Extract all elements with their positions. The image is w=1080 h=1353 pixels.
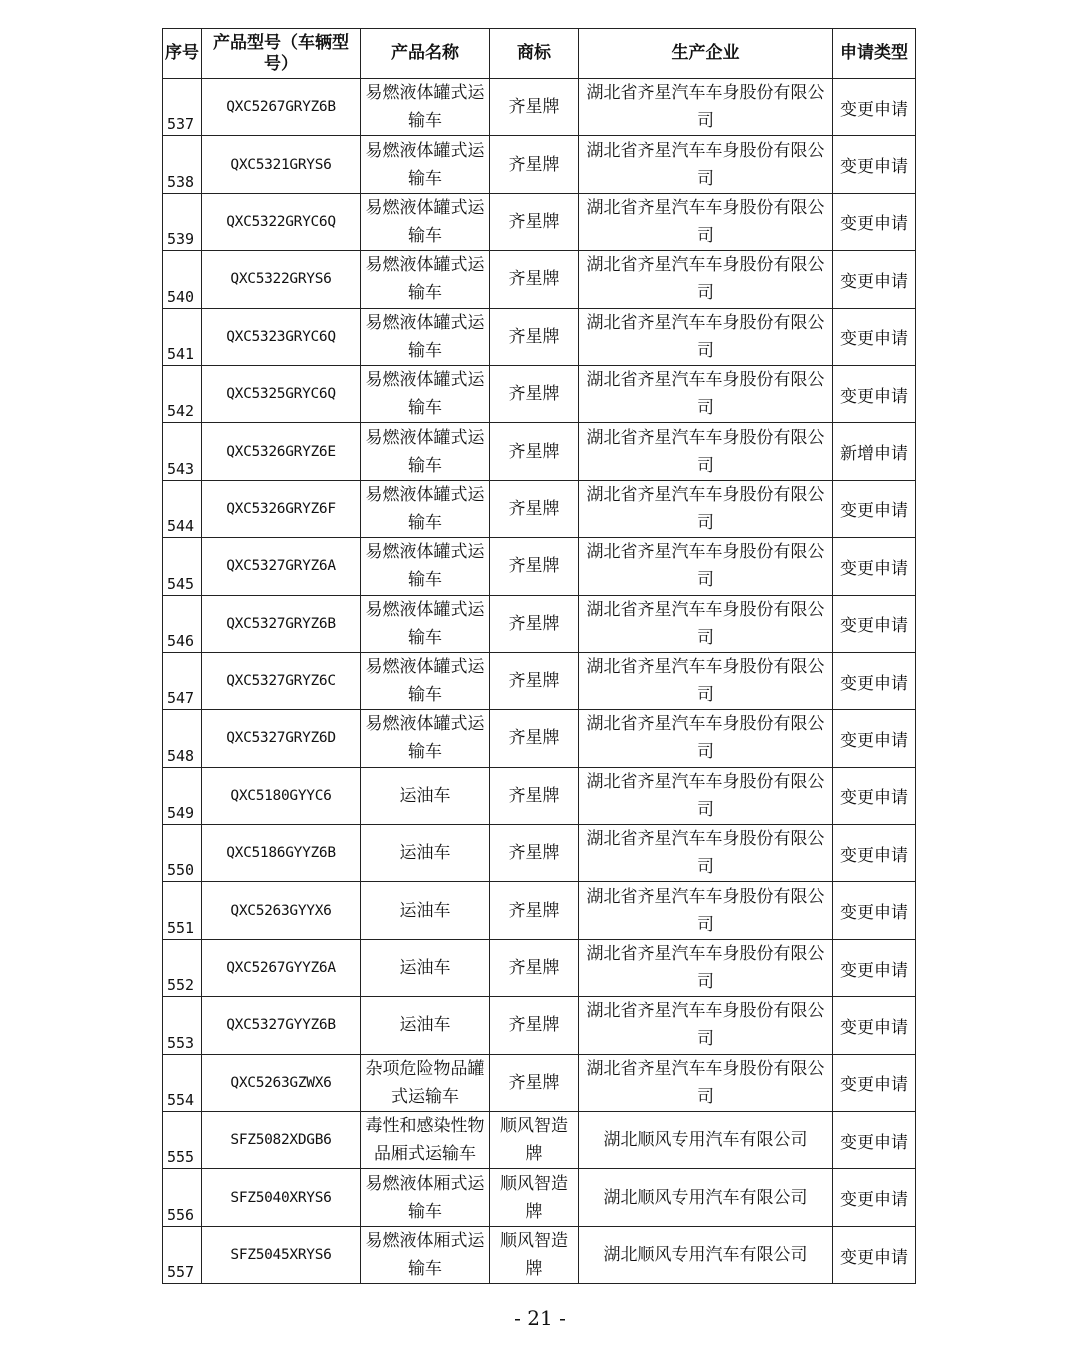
- cell-application-type: 变更申请: [833, 365, 916, 422]
- cell-model: QXC5322GRYC6Q: [202, 193, 361, 250]
- cell-manufacturer: 湖北省齐星汽车车身股份有限公司: [579, 652, 833, 709]
- cell-model: QXC5263GZWX6: [202, 1054, 361, 1111]
- cell-brand: 齐星牌: [490, 538, 579, 595]
- cell-model: QXC5267GRYZ6B: [202, 79, 361, 136]
- header-seq: 序号: [163, 29, 202, 79]
- cell-manufacturer: 湖北省齐星汽车车身股份有限公司: [579, 480, 833, 537]
- table-row: [163, 79, 916, 136]
- cell-seq: 556: [163, 1169, 202, 1226]
- cell-product-name: 易燃液体厢式运输车: [361, 1226, 490, 1283]
- cell-model: QXC5186GYYZ6B: [202, 825, 361, 882]
- cell-brand: 齐星牌: [490, 882, 579, 939]
- cell-model: QXC5263GYYX6: [202, 882, 361, 939]
- cell-model: SFZ5082XDGB6: [202, 1112, 361, 1169]
- cell-model: QXC5327GRYZ6D: [202, 710, 361, 767]
- table-row: [163, 308, 916, 365]
- cell-seq: 557: [163, 1226, 202, 1283]
- cell-manufacturer: 湖北省齐星汽车车身股份有限公司: [579, 79, 833, 136]
- cell-manufacturer: 湖北省齐星汽车车身股份有限公司: [579, 939, 833, 996]
- cell-application-type: 变更申请: [833, 652, 916, 709]
- table-row: [163, 939, 916, 996]
- cell-brand: 顺风智造牌: [490, 1169, 579, 1226]
- table-row: [163, 365, 916, 422]
- cell-model: QXC5327GRYZ6B: [202, 595, 361, 652]
- cell-seq: 553: [163, 997, 202, 1054]
- cell-seq: 541: [163, 308, 202, 365]
- cell-product-name: 易燃液体罐式运输车: [361, 710, 490, 767]
- cell-model: SFZ5040XRYS6: [202, 1169, 361, 1226]
- cell-manufacturer: 湖北省齐星汽车车身股份有限公司: [579, 136, 833, 193]
- cell-seq: 540: [163, 251, 202, 308]
- cell-brand: 齐星牌: [490, 939, 579, 996]
- table-row: [163, 538, 916, 595]
- table-row: [163, 136, 916, 193]
- cell-model: QXC5327GRYZ6A: [202, 538, 361, 595]
- cell-manufacturer: 湖北省齐星汽车车身股份有限公司: [579, 308, 833, 365]
- cell-product-name: 易燃液体罐式运输车: [361, 365, 490, 422]
- cell-application-type: 变更申请: [833, 939, 916, 996]
- cell-product-name: 易燃液体罐式运输车: [361, 193, 490, 250]
- table-row: [163, 825, 916, 882]
- cell-seq: 539: [163, 193, 202, 250]
- header-type: 申请类型: [833, 29, 916, 79]
- table-row: [163, 251, 916, 308]
- cell-seq: 545: [163, 538, 202, 595]
- cell-application-type: 变更申请: [833, 882, 916, 939]
- cell-manufacturer: 湖北省齐星汽车车身股份有限公司: [579, 365, 833, 422]
- cell-model: QXC5325GRYC6Q: [202, 365, 361, 422]
- header-maker: 生产企业: [579, 29, 833, 79]
- cell-seq: 538: [163, 136, 202, 193]
- cell-application-type: 变更申请: [833, 193, 916, 250]
- vehicle-application-table: [162, 28, 916, 1284]
- cell-product-name: 易燃液体罐式运输车: [361, 480, 490, 537]
- cell-brand: 齐星牌: [490, 997, 579, 1054]
- cell-application-type: 变更申请: [833, 1054, 916, 1111]
- table-row: [163, 480, 916, 537]
- cell-application-type: 变更申请: [833, 595, 916, 652]
- cell-product-name: 易燃液体罐式运输车: [361, 308, 490, 365]
- table-row: [163, 882, 916, 939]
- cell-seq: 554: [163, 1054, 202, 1111]
- cell-model: SFZ5045XRYS6: [202, 1226, 361, 1283]
- cell-product-name: 运油车: [361, 997, 490, 1054]
- table-row: [163, 1169, 916, 1226]
- table-header-row: [163, 29, 916, 79]
- cell-application-type: 变更申请: [833, 767, 916, 824]
- cell-product-name: 易燃液体罐式运输车: [361, 79, 490, 136]
- cell-product-name: 易燃液体罐式运输车: [361, 652, 490, 709]
- cell-manufacturer: 湖北省齐星汽车车身股份有限公司: [579, 1054, 833, 1111]
- cell-manufacturer: 湖北省齐星汽车车身股份有限公司: [579, 538, 833, 595]
- cell-seq: 537: [163, 79, 202, 136]
- table-row: [163, 193, 916, 250]
- header-model: 产品型号（车辆型号）: [202, 29, 361, 79]
- cell-manufacturer: 湖北顺风专用汽车有限公司: [579, 1112, 833, 1169]
- cell-application-type: 变更申请: [833, 538, 916, 595]
- cell-brand: 齐星牌: [490, 595, 579, 652]
- cell-seq: 552: [163, 939, 202, 996]
- cell-seq: 543: [163, 423, 202, 480]
- cell-brand: 齐星牌: [490, 652, 579, 709]
- cell-application-type: 变更申请: [833, 1226, 916, 1283]
- cell-application-type: 变更申请: [833, 710, 916, 767]
- cell-product-name: 易燃液体罐式运输车: [361, 136, 490, 193]
- cell-model: QXC5180GYYC6: [202, 767, 361, 824]
- cell-application-type: 变更申请: [833, 136, 916, 193]
- cell-brand: 顺风智造牌: [490, 1226, 579, 1283]
- cell-seq: 544: [163, 480, 202, 537]
- cell-product-name: 运油车: [361, 825, 490, 882]
- cell-application-type: 新增申请: [833, 423, 916, 480]
- cell-model: QXC5327GYYZ6B: [202, 997, 361, 1054]
- cell-brand: 齐星牌: [490, 1054, 579, 1111]
- cell-seq: 549: [163, 767, 202, 824]
- cell-model: QXC5323GRYC6Q: [202, 308, 361, 365]
- cell-application-type: 变更申请: [833, 480, 916, 537]
- cell-product-name: 毒性和感染性物品厢式运输车: [361, 1112, 490, 1169]
- table-row: [163, 652, 916, 709]
- cell-brand: 齐星牌: [490, 480, 579, 537]
- cell-manufacturer: 湖北省齐星汽车车身股份有限公司: [579, 251, 833, 308]
- cell-manufacturer: 湖北省齐星汽车车身股份有限公司: [579, 595, 833, 652]
- cell-model: QXC5327GRYZ6C: [202, 652, 361, 709]
- cell-seq: 546: [163, 595, 202, 652]
- table-row: [163, 1054, 916, 1111]
- cell-product-name: 运油车: [361, 882, 490, 939]
- cell-seq: 550: [163, 825, 202, 882]
- cell-application-type: 变更申请: [833, 308, 916, 365]
- table-row: [163, 1226, 916, 1283]
- cell-seq: 542: [163, 365, 202, 422]
- cell-seq: 555: [163, 1112, 202, 1169]
- page-number: - 21 -: [514, 1306, 566, 1330]
- cell-seq: 547: [163, 652, 202, 709]
- cell-manufacturer: 湖北省齐星汽车车身股份有限公司: [579, 767, 833, 824]
- cell-brand: 顺风智造牌: [490, 1112, 579, 1169]
- cell-brand: 齐星牌: [490, 710, 579, 767]
- cell-brand: 齐星牌: [490, 136, 579, 193]
- table-row: [163, 767, 916, 824]
- table-row: [163, 997, 916, 1054]
- cell-application-type: 变更申请: [833, 251, 916, 308]
- cell-manufacturer: 湖北顺风专用汽车有限公司: [579, 1226, 833, 1283]
- table-row: [163, 595, 916, 652]
- cell-product-name: 易燃液体罐式运输车: [361, 538, 490, 595]
- cell-product-name: 易燃液体罐式运输车: [361, 251, 490, 308]
- cell-product-name: 易燃液体罐式运输车: [361, 423, 490, 480]
- cell-seq: 548: [163, 710, 202, 767]
- cell-manufacturer: 湖北省齐星汽车车身股份有限公司: [579, 710, 833, 767]
- header-brand: 商标: [490, 29, 579, 79]
- cell-brand: 齐星牌: [490, 423, 579, 480]
- cell-brand: 齐星牌: [490, 767, 579, 824]
- cell-manufacturer: 湖北省齐星汽车车身股份有限公司: [579, 997, 833, 1054]
- cell-product-name: 易燃液体罐式运输车: [361, 595, 490, 652]
- cell-model: QXC5326GRYZ6F: [202, 480, 361, 537]
- cell-product-name: 杂项危险物品罐式运输车: [361, 1054, 490, 1111]
- cell-application-type: 变更申请: [833, 825, 916, 882]
- cell-application-type: 变更申请: [833, 1169, 916, 1226]
- cell-manufacturer: 湖北省齐星汽车车身股份有限公司: [579, 423, 833, 480]
- cell-brand: 齐星牌: [490, 193, 579, 250]
- cell-product-name: 运油车: [361, 767, 490, 824]
- cell-brand: 齐星牌: [490, 79, 579, 136]
- header-name: 产品名称: [361, 29, 490, 79]
- cell-model: QXC5267GYYZ6A: [202, 939, 361, 996]
- cell-model: QXC5326GRYZ6E: [202, 423, 361, 480]
- cell-model: QXC5321GRYS6: [202, 136, 361, 193]
- cell-brand: 齐星牌: [490, 825, 579, 882]
- cell-model: QXC5322GRYS6: [202, 251, 361, 308]
- cell-seq: 551: [163, 882, 202, 939]
- table-row: [163, 1112, 916, 1169]
- cell-manufacturer: 湖北省齐星汽车车身股份有限公司: [579, 882, 833, 939]
- cell-manufacturer: 湖北顺风专用汽车有限公司: [579, 1169, 833, 1226]
- table-row: [163, 710, 916, 767]
- cell-brand: 齐星牌: [490, 251, 579, 308]
- table-row: [163, 423, 916, 480]
- cell-brand: 齐星牌: [490, 308, 579, 365]
- cell-product-name: 易燃液体厢式运输车: [361, 1169, 490, 1226]
- cell-manufacturer: 湖北省齐星汽车车身股份有限公司: [579, 193, 833, 250]
- cell-brand: 齐星牌: [490, 365, 579, 422]
- cell-product-name: 运油车: [361, 939, 490, 996]
- cell-application-type: 变更申请: [833, 1112, 916, 1169]
- cell-application-type: 变更申请: [833, 997, 916, 1054]
- cell-application-type: 变更申请: [833, 79, 916, 136]
- cell-manufacturer: 湖北省齐星汽车车身股份有限公司: [579, 825, 833, 882]
